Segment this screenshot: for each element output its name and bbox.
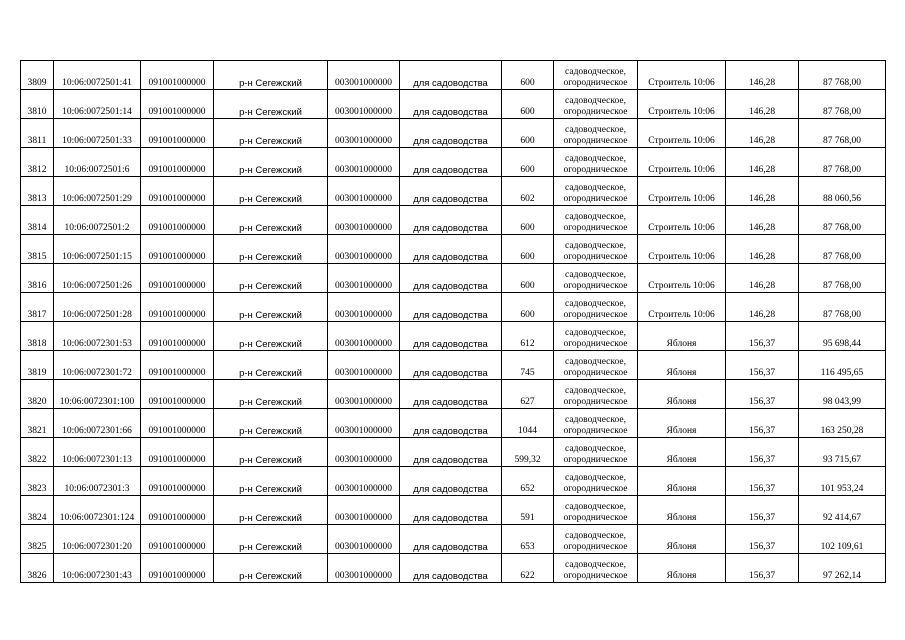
district: р-н Сегежский bbox=[214, 438, 328, 467]
cadastral-number: 10:06:0072301:3 bbox=[54, 467, 141, 496]
row-number: 3811 bbox=[21, 119, 54, 148]
specific-value: 146,28 bbox=[726, 235, 799, 264]
cadastral-number: 10:06:0072501:41 bbox=[54, 61, 141, 90]
permitted-use-line1: садоводческое, bbox=[565, 444, 626, 454]
location: Яблоня bbox=[638, 554, 726, 583]
okato-code: 091001000000 bbox=[141, 409, 214, 438]
area: 622 bbox=[502, 554, 554, 583]
okato-code: 091001000000 bbox=[141, 264, 214, 293]
purpose: для садоводства bbox=[400, 177, 502, 206]
specific-value: 156,37 bbox=[726, 409, 799, 438]
purpose: для садоводства bbox=[400, 409, 502, 438]
permitted-use bbox=[554, 525, 638, 554]
category-code: 003001000000 bbox=[328, 525, 400, 554]
area: 600 bbox=[502, 206, 554, 235]
purpose: для садоводства bbox=[400, 148, 502, 177]
specific-value: 146,28 bbox=[726, 61, 799, 90]
specific-value: 146,28 bbox=[726, 90, 799, 119]
purpose: для садоводства bbox=[400, 525, 502, 554]
category-code: 003001000000 bbox=[328, 409, 400, 438]
category-code: 003001000000 bbox=[328, 322, 400, 351]
purpose: для садоводства bbox=[400, 264, 502, 293]
permitted-use bbox=[554, 293, 638, 322]
row-number: 3819 bbox=[21, 351, 54, 380]
cadastral-number: 10:06:0072301:13 bbox=[54, 438, 141, 467]
district: р-н Сегежский bbox=[214, 119, 328, 148]
specific-value: 146,28 bbox=[726, 293, 799, 322]
area: 612 bbox=[502, 322, 554, 351]
location: Яблоня bbox=[638, 322, 726, 351]
okato-code: 091001000000 bbox=[141, 380, 214, 409]
district: р-н Сегежский bbox=[214, 177, 328, 206]
permitted-use-line2: огородническое bbox=[563, 194, 628, 204]
purpose: для садоводства bbox=[400, 206, 502, 235]
cadastral-value: 163 250,28 bbox=[799, 409, 886, 438]
row-number: 3823 bbox=[21, 467, 54, 496]
cadastral-number: 10:06:0072301:53 bbox=[54, 322, 141, 351]
cadastral-number: 10:06:0072501:26 bbox=[54, 264, 141, 293]
specific-value: 156,37 bbox=[726, 525, 799, 554]
area: 745 bbox=[502, 351, 554, 380]
table-row bbox=[21, 409, 886, 438]
category-code: 003001000000 bbox=[328, 148, 400, 177]
permitted-use bbox=[554, 380, 638, 409]
district: р-н Сегежский bbox=[214, 148, 328, 177]
permitted-use-line2: огородническое bbox=[563, 571, 628, 581]
table-row bbox=[21, 293, 886, 322]
permitted-use-line1: садоводческое, bbox=[565, 67, 626, 77]
category-code: 003001000000 bbox=[328, 264, 400, 293]
permitted-use-line2: огородническое bbox=[563, 513, 628, 523]
purpose: для садоводства bbox=[400, 438, 502, 467]
row-number: 3821 bbox=[21, 409, 54, 438]
table-row bbox=[21, 148, 886, 177]
cadastral-value: 116 495,65 bbox=[799, 351, 886, 380]
area: 600 bbox=[502, 90, 554, 119]
okato-code: 091001000000 bbox=[141, 235, 214, 264]
permitted-use-line1: садоводческое, bbox=[565, 502, 626, 512]
cadastral-value: 87 768,00 bbox=[799, 119, 886, 148]
cadastral-number: 10:06:0072501:29 bbox=[54, 177, 141, 206]
cadastral-number: 10:06:0072501:15 bbox=[54, 235, 141, 264]
cadastral-number: 10:06:0072301:43 bbox=[54, 554, 141, 583]
permitted-use-line1: садоводческое, bbox=[565, 299, 626, 309]
table-row bbox=[21, 351, 886, 380]
okato-code: 091001000000 bbox=[141, 351, 214, 380]
cadastral-number: 10:06:0072301:124 bbox=[54, 496, 141, 525]
permitted-use-line1: садоводческое, bbox=[565, 473, 626, 483]
specific-value: 156,37 bbox=[726, 322, 799, 351]
location: Строитель 10:06 bbox=[638, 148, 726, 177]
area: 600 bbox=[502, 119, 554, 148]
purpose: для садоводства bbox=[400, 119, 502, 148]
okato-code: 091001000000 bbox=[141, 496, 214, 525]
cadastral-number: 10:06:0072301:66 bbox=[54, 409, 141, 438]
location: Яблоня bbox=[638, 438, 726, 467]
permitted-use bbox=[554, 206, 638, 235]
permitted-use-line2: огородническое bbox=[563, 136, 628, 146]
specific-value: 156,37 bbox=[726, 380, 799, 409]
table-row bbox=[21, 496, 886, 525]
permitted-use-line2: огородническое bbox=[563, 252, 628, 262]
permitted-use-line2: огородническое bbox=[563, 542, 628, 552]
cadastral-number: 10:06:0072501:28 bbox=[54, 293, 141, 322]
category-code: 003001000000 bbox=[328, 380, 400, 409]
specific-value: 156,37 bbox=[726, 467, 799, 496]
table-row bbox=[21, 61, 886, 90]
purpose: для садоводства bbox=[400, 322, 502, 351]
district: р-н Сегежский bbox=[214, 380, 328, 409]
permitted-use-line2: огородническое bbox=[563, 310, 628, 320]
permitted-use-line1: садоводческое, bbox=[565, 154, 626, 164]
permitted-use bbox=[554, 235, 638, 264]
cadastral-value: 102 109,61 bbox=[799, 525, 886, 554]
specific-value: 156,37 bbox=[726, 438, 799, 467]
table-body bbox=[21, 61, 886, 583]
table-row bbox=[21, 380, 886, 409]
okato-code: 091001000000 bbox=[141, 554, 214, 583]
row-number: 3825 bbox=[21, 525, 54, 554]
table-row bbox=[21, 554, 886, 583]
cadastral-value: 97 262,14 bbox=[799, 554, 886, 583]
table-row bbox=[21, 438, 886, 467]
category-code: 003001000000 bbox=[328, 235, 400, 264]
permitted-use-line1: садоводческое, bbox=[565, 241, 626, 251]
specific-value: 156,37 bbox=[726, 351, 799, 380]
district: р-н Сегежский bbox=[214, 90, 328, 119]
location: Строитель 10:06 bbox=[638, 235, 726, 264]
cadastral-number: 10:06:0072301:20 bbox=[54, 525, 141, 554]
permitted-use-line2: огородническое bbox=[563, 339, 628, 349]
permitted-use bbox=[554, 119, 638, 148]
cadastral-value: 98 043,99 bbox=[799, 380, 886, 409]
permitted-use bbox=[554, 177, 638, 206]
permitted-use-line1: садоводческое, bbox=[565, 212, 626, 222]
permitted-use bbox=[554, 61, 638, 90]
category-code: 003001000000 bbox=[328, 496, 400, 525]
row-number: 3826 bbox=[21, 554, 54, 583]
area: 652 bbox=[502, 467, 554, 496]
cadastral-value: 87 768,00 bbox=[799, 206, 886, 235]
permitted-use-line1: садоводческое, bbox=[565, 357, 626, 367]
okato-code: 091001000000 bbox=[141, 206, 214, 235]
permitted-use-line2: огородническое bbox=[563, 368, 628, 378]
category-code: 003001000000 bbox=[328, 90, 400, 119]
district: р-н Сегежский bbox=[214, 206, 328, 235]
area: 600 bbox=[502, 293, 554, 322]
permitted-use-line1: садоводческое, bbox=[565, 386, 626, 396]
specific-value: 146,28 bbox=[726, 119, 799, 148]
table-row bbox=[21, 177, 886, 206]
area: 599,32 bbox=[502, 438, 554, 467]
permitted-use-line2: огородническое bbox=[563, 223, 628, 233]
table-row bbox=[21, 322, 886, 351]
okato-code: 091001000000 bbox=[141, 467, 214, 496]
location: Яблоня bbox=[638, 409, 726, 438]
purpose: для садоводства bbox=[400, 351, 502, 380]
specific-value: 156,37 bbox=[726, 554, 799, 583]
table-row bbox=[21, 467, 886, 496]
table-row bbox=[21, 235, 886, 264]
district: р-н Сегежский bbox=[214, 264, 328, 293]
row-number: 3818 bbox=[21, 322, 54, 351]
okato-code: 091001000000 bbox=[141, 119, 214, 148]
purpose: для садоводства bbox=[400, 61, 502, 90]
okato-code: 091001000000 bbox=[141, 177, 214, 206]
permitted-use-line2: огородническое bbox=[563, 107, 628, 117]
row-number: 3824 bbox=[21, 496, 54, 525]
category-code: 003001000000 bbox=[328, 554, 400, 583]
permitted-use bbox=[554, 409, 638, 438]
district: р-н Сегежский bbox=[214, 293, 328, 322]
permitted-use-line2: огородническое bbox=[563, 165, 628, 175]
category-code: 003001000000 bbox=[328, 293, 400, 322]
table-row bbox=[21, 264, 886, 293]
okato-code: 091001000000 bbox=[141, 438, 214, 467]
permitted-use-line1: садоводческое, bbox=[565, 270, 626, 280]
table-row bbox=[21, 119, 886, 148]
permitted-use-line2: огородническое bbox=[563, 484, 628, 494]
row-number: 3812 bbox=[21, 148, 54, 177]
permitted-use bbox=[554, 90, 638, 119]
cadastral-value: 93 715,67 bbox=[799, 438, 886, 467]
cadastral-value: 87 768,00 bbox=[799, 148, 886, 177]
permitted-use bbox=[554, 148, 638, 177]
cadastral-value: 87 768,00 bbox=[799, 235, 886, 264]
area: 600 bbox=[502, 61, 554, 90]
permitted-use-line1: садоводческое, bbox=[565, 560, 626, 570]
category-code: 003001000000 bbox=[328, 177, 400, 206]
specific-value: 146,28 bbox=[726, 148, 799, 177]
row-number: 3815 bbox=[21, 235, 54, 264]
location: Яблоня bbox=[638, 380, 726, 409]
category-code: 003001000000 bbox=[328, 119, 400, 148]
purpose: для садоводства bbox=[400, 467, 502, 496]
location: Яблоня bbox=[638, 525, 726, 554]
okato-code: 091001000000 bbox=[141, 322, 214, 351]
permitted-use-line1: садоводческое, bbox=[565, 415, 626, 425]
permitted-use-line1: садоводческое, bbox=[565, 96, 626, 106]
cadastral-value: 87 768,00 bbox=[799, 293, 886, 322]
land-plots-table bbox=[20, 60, 886, 583]
location: Строитель 10:06 bbox=[638, 119, 726, 148]
permitted-use bbox=[554, 467, 638, 496]
row-number: 3813 bbox=[21, 177, 54, 206]
cadastral-number: 10:06:0072501:6 bbox=[54, 148, 141, 177]
purpose: для садоводства bbox=[400, 235, 502, 264]
row-number: 3809 bbox=[21, 61, 54, 90]
district: р-н Сегежский bbox=[214, 409, 328, 438]
location: Строитель 10:06 bbox=[638, 177, 726, 206]
cadastral-number: 10:06:0072501:33 bbox=[54, 119, 141, 148]
purpose: для садоводства bbox=[400, 293, 502, 322]
area: 602 bbox=[502, 177, 554, 206]
purpose: для садоводства bbox=[400, 90, 502, 119]
permitted-use-line1: садоводческое, bbox=[565, 328, 626, 338]
location: Яблоня bbox=[638, 496, 726, 525]
category-code: 003001000000 bbox=[328, 438, 400, 467]
permitted-use-line2: огородническое bbox=[563, 281, 628, 291]
permitted-use bbox=[554, 438, 638, 467]
location: Строитель 10:06 bbox=[638, 264, 726, 293]
location: Строитель 10:06 bbox=[638, 206, 726, 235]
permitted-use-line2: огородническое bbox=[563, 397, 628, 407]
purpose: для садоводства bbox=[400, 496, 502, 525]
area: 591 bbox=[502, 496, 554, 525]
cadastral-number: 10:06:0072301:100 bbox=[54, 380, 141, 409]
location: Яблоня bbox=[638, 467, 726, 496]
category-code: 003001000000 bbox=[328, 206, 400, 235]
specific-value: 146,28 bbox=[726, 177, 799, 206]
area: 600 bbox=[502, 235, 554, 264]
cadastral-number: 10:06:0072501:2 bbox=[54, 206, 141, 235]
row-number: 3816 bbox=[21, 264, 54, 293]
cadastral-value: 87 768,00 bbox=[799, 61, 886, 90]
area: 1044 bbox=[502, 409, 554, 438]
specific-value: 146,28 bbox=[726, 206, 799, 235]
cadastral-value: 88 060,56 bbox=[799, 177, 886, 206]
permitted-use bbox=[554, 496, 638, 525]
cadastral-value: 101 953,24 bbox=[799, 467, 886, 496]
permitted-use-line1: садоводческое, bbox=[565, 183, 626, 193]
district: р-н Сегежский bbox=[214, 554, 328, 583]
cadastral-value: 87 768,00 bbox=[799, 264, 886, 293]
table-row bbox=[21, 525, 886, 554]
cadastral-number: 10:06:0072301:72 bbox=[54, 351, 141, 380]
district: р-н Сегежский bbox=[214, 496, 328, 525]
district: р-н Сегежский bbox=[214, 467, 328, 496]
row-number: 3817 bbox=[21, 293, 54, 322]
permitted-use-line1: садоводческое, bbox=[565, 531, 626, 541]
permitted-use bbox=[554, 554, 638, 583]
category-code: 003001000000 bbox=[328, 61, 400, 90]
district: р-н Сегежский bbox=[214, 61, 328, 90]
specific-value: 146,28 bbox=[726, 264, 799, 293]
location: Яблоня bbox=[638, 351, 726, 380]
okato-code: 091001000000 bbox=[141, 148, 214, 177]
okato-code: 091001000000 bbox=[141, 61, 214, 90]
row-number: 3822 bbox=[21, 438, 54, 467]
area: 600 bbox=[502, 148, 554, 177]
cadastral-value: 87 768,00 bbox=[799, 90, 886, 119]
category-code: 003001000000 bbox=[328, 351, 400, 380]
purpose: для садоводства bbox=[400, 380, 502, 409]
location: Строитель 10:06 bbox=[638, 293, 726, 322]
cadastral-value: 92 414,67 bbox=[799, 496, 886, 525]
location: Строитель 10:06 bbox=[638, 90, 726, 119]
cadastral-number: 10:06:0072501:14 bbox=[54, 90, 141, 119]
specific-value: 156,37 bbox=[726, 496, 799, 525]
row-number: 3814 bbox=[21, 206, 54, 235]
permitted-use-line2: огородническое bbox=[563, 426, 628, 436]
area: 653 bbox=[502, 525, 554, 554]
district: р-н Сегежский bbox=[214, 351, 328, 380]
permitted-use bbox=[554, 351, 638, 380]
permitted-use-line1: садоводческое, bbox=[565, 125, 626, 135]
row-number: 3810 bbox=[21, 90, 54, 119]
cadastral-value: 95 698,44 bbox=[799, 322, 886, 351]
area: 627 bbox=[502, 380, 554, 409]
district: р-н Сегежский bbox=[214, 525, 328, 554]
row-number: 3820 bbox=[21, 380, 54, 409]
okato-code: 091001000000 bbox=[141, 90, 214, 119]
table-row bbox=[21, 90, 886, 119]
permitted-use-line2: огородническое bbox=[563, 455, 628, 465]
okato-code: 091001000000 bbox=[141, 293, 214, 322]
okato-code: 091001000000 bbox=[141, 525, 214, 554]
category-code: 003001000000 bbox=[328, 467, 400, 496]
purpose: для садоводства bbox=[400, 554, 502, 583]
area: 600 bbox=[502, 264, 554, 293]
table-row bbox=[21, 206, 886, 235]
location: Строитель 10:06 bbox=[638, 61, 726, 90]
district: р-н Сегежский bbox=[214, 322, 328, 351]
district: р-н Сегежский bbox=[214, 235, 328, 264]
permitted-use bbox=[554, 264, 638, 293]
permitted-use-line2: огородническое bbox=[563, 78, 628, 88]
permitted-use bbox=[554, 322, 638, 351]
